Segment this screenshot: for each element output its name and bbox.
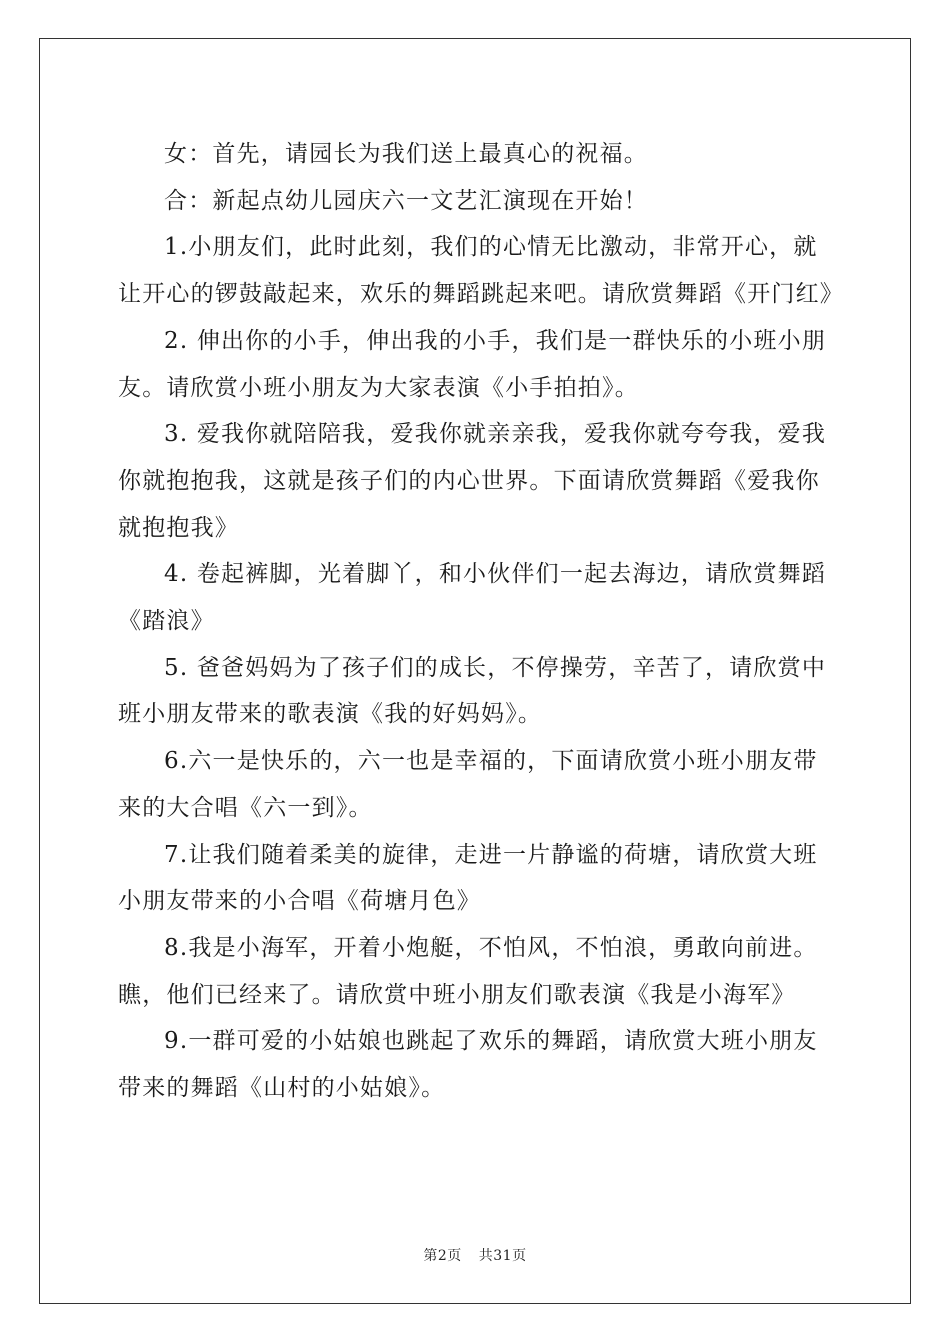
total-pages-label: 共31页: [478, 1248, 527, 1264]
paragraph-3: 1.小朋友们，此时此刻，我们的心情无比激动，非常开心，就让开心的锣鼓敲起来，欢乐的舞蹈跳起来吧。请欣赏舞蹈《开门红》: [118, 234, 844, 308]
paragraph-6: 4. 卷起裤脚，光着脚丫，和小伙伴们一起去海边，请欣赏舞蹈《踏浪》: [118, 561, 827, 635]
paragraph-10: 8.我是小海军，开着小炮艇，不怕风，不怕浪，勇敢向前进。瞧，他们已经来了。请欣赏中班小朋友们歌表演《我是小海军》: [118, 934, 818, 1008]
paragraph-2: 合：新起点幼儿园庆六一文艺汇演现在开始！: [164, 187, 648, 214]
paragraph-8: 6.六一是快乐的，六一也是幸福的，下面请欣赏小班小朋友带来的大合唱《六一到》。: [118, 748, 818, 821]
paragraph-4: 2. 伸出你的小手，伸出我的小手，我们是一群快乐的小班小朋友。请欣赏小班小朋友为大家表演《小手拍拍》。: [118, 327, 827, 401]
paragraph-5: 3. 爱我你就陪陪我，爱我你就亲亲我，爱我你就夸夸我，爱我你就抱抱我，这就是孩子们的内心世界。下面请欣赏舞蹈《爱我你就抱抱我》: [118, 421, 827, 541]
paragraph-9: 7.让我们随着柔美的旋律，走进一片静谧的荷塘，请欣赏大班小朋友带来的小合唱《荷塘月色》: [118, 841, 818, 915]
document-body: [118, 131, 844, 1112]
page-footer: [0, 1245, 950, 1265]
paragraph-1: 女：首先，请园长为我们送上最真心的祝福。: [164, 141, 648, 167]
current-page-label: 第2页: [423, 1248, 462, 1264]
paragraph-7: 5. 爸爸妈妈为了孩子们的成长，不停操劳，辛苦了，请欣赏中班小朋友带来的歌表演《我的好妈妈》。: [118, 654, 827, 728]
paragraph-11: 9.一群可爱的小姑娘也跳起了欢乐的舞蹈，请欣赏大班小朋友带来的舞蹈《山村的小姑娘》。: [118, 1028, 818, 1102]
